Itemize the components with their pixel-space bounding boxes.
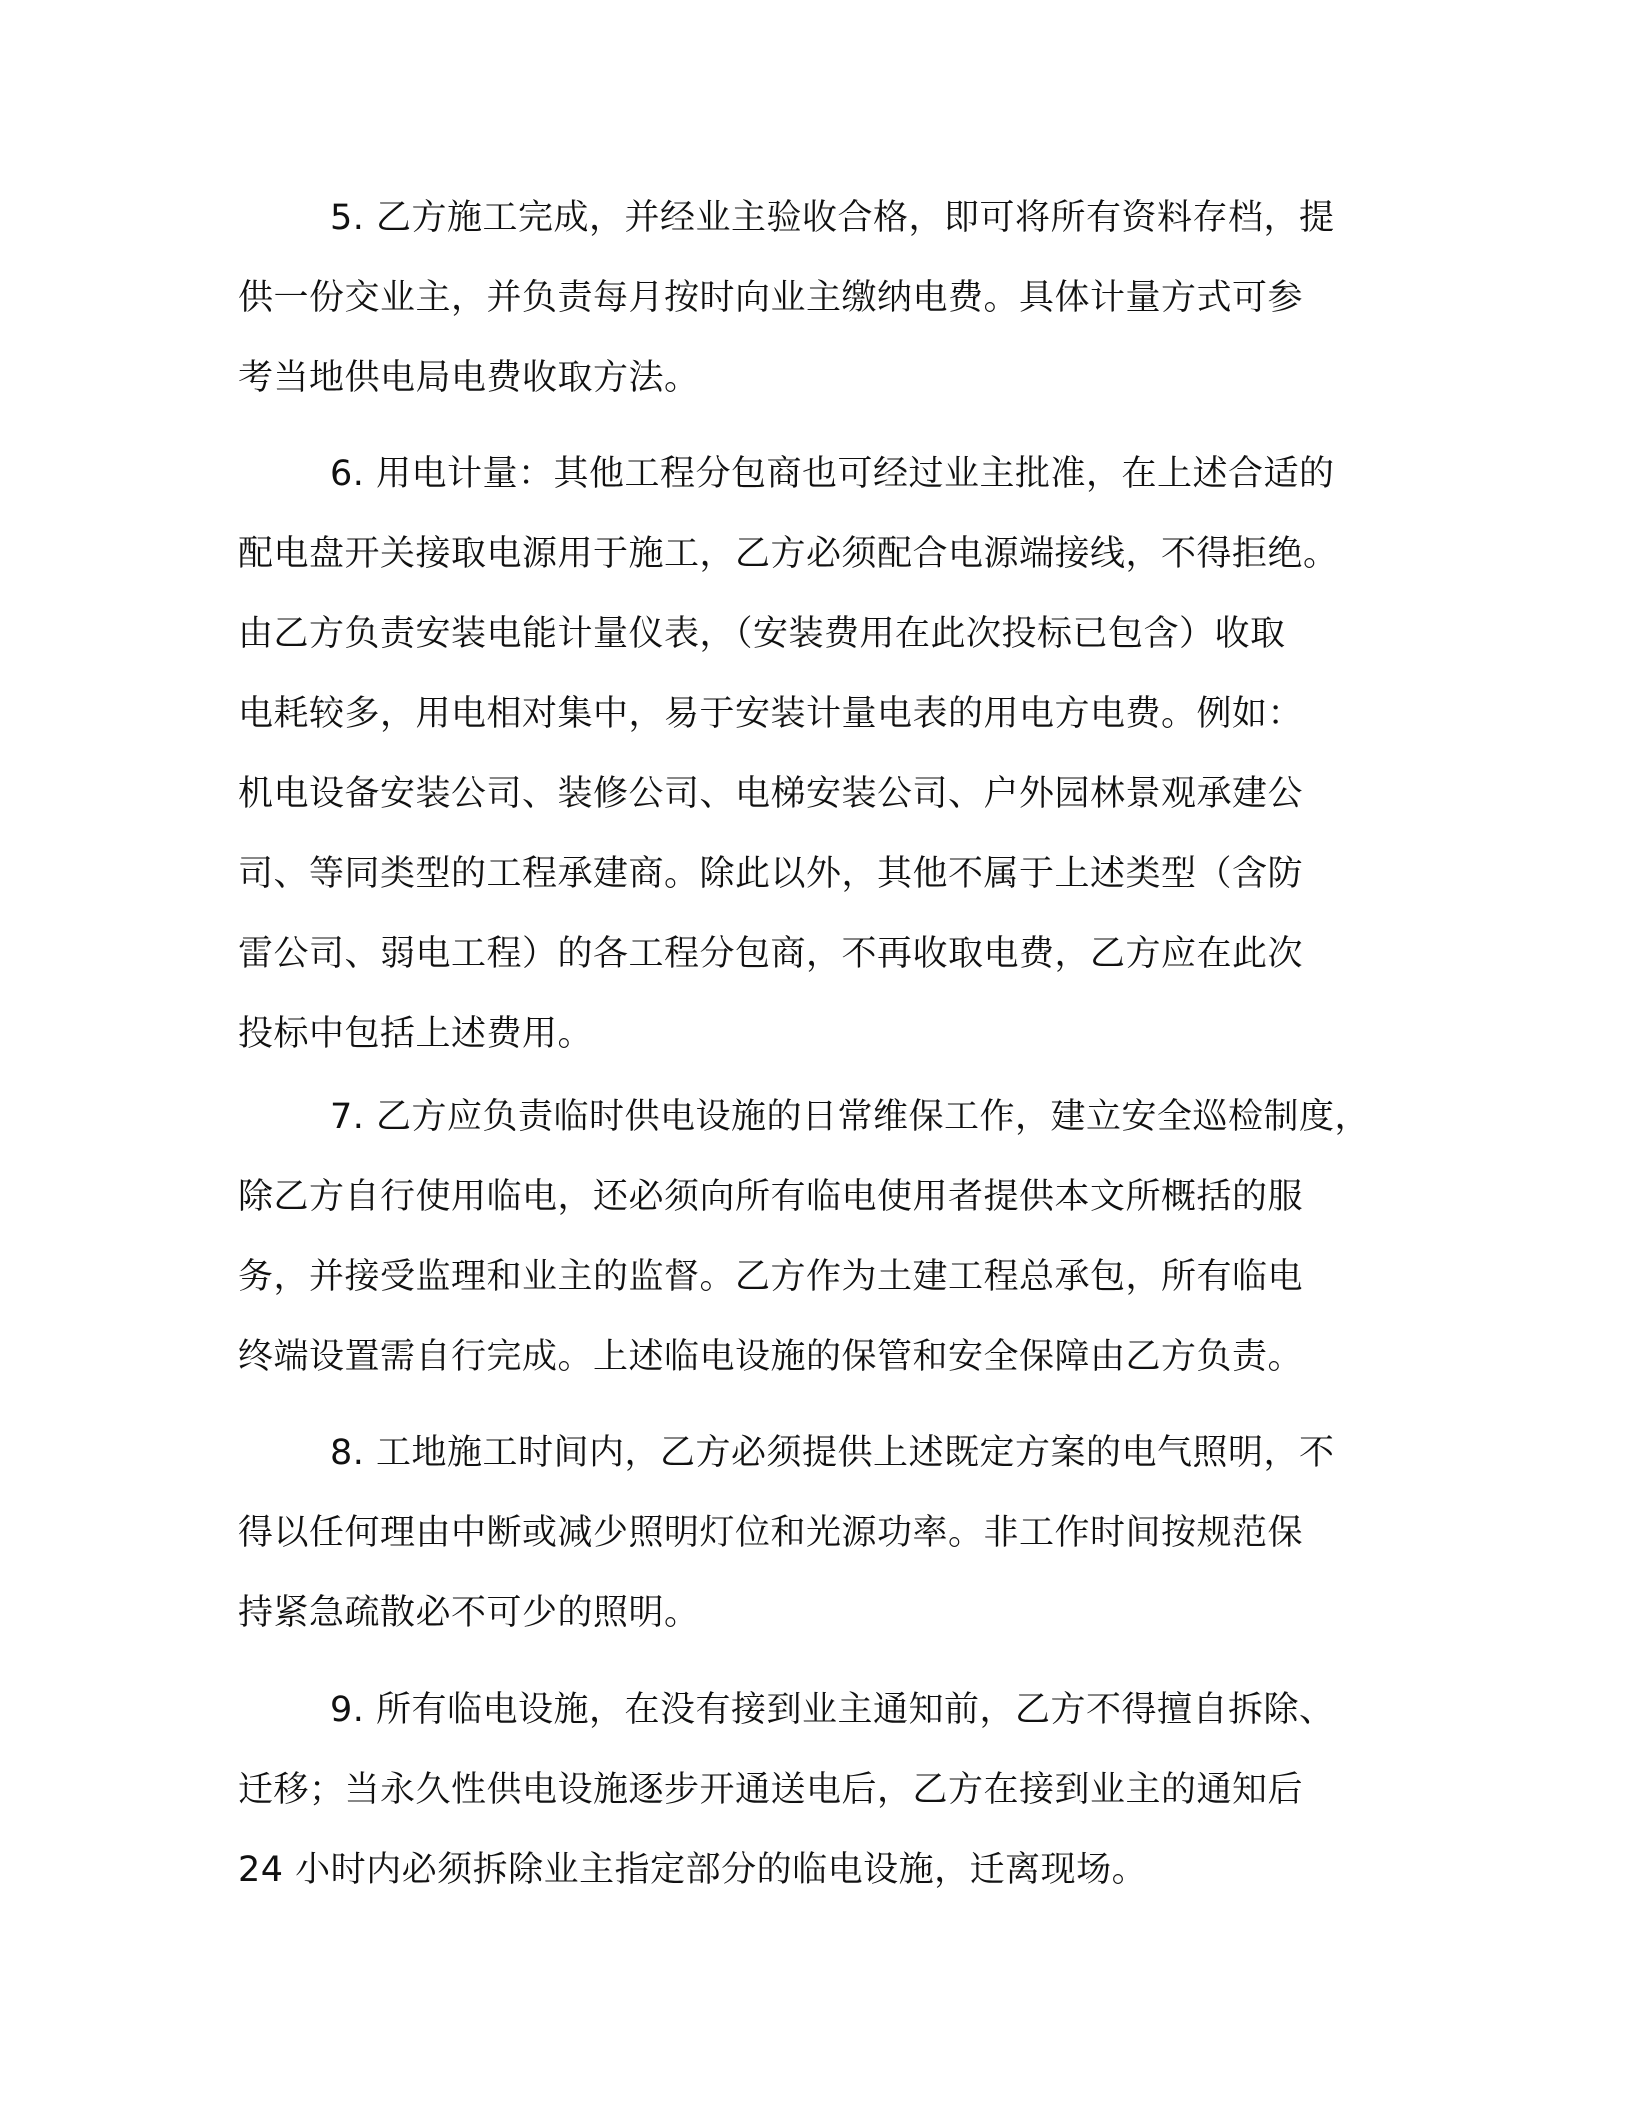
paragraph-6: [238, 434, 1398, 1074]
paragraph-line: 投标中包括上述费用。: [238, 1014, 594, 1054]
paragraph-line: 8. 工地施工时间内，乙方必须提供上述既定方案的电气照明，不: [330, 1433, 1335, 1473]
paragraph-line: 雷公司、弱电工程）的各工程分包商，不再收取电费，乙方应在此次: [238, 934, 1304, 974]
paragraph-line: 司、等同类型的工程承建商。除此以外，其他不属于上述类型（含防: [238, 854, 1304, 894]
paragraph-line: 考当地供电局电费收取方法。: [238, 358, 700, 398]
paragraph-line: 除乙方自行使用临电，还必须向所有临电使用者提供本文所概括的服: [238, 1177, 1304, 1217]
paragraph-line: 由乙方负责安装电能计量仪表，（安装费用在此次投标已包含）收取: [238, 614, 1286, 654]
paragraph-line: 24 小时内必须拆除业主指定部分的临电设施，迁离现场。: [238, 1850, 1148, 1890]
paragraph-line: 得以任何理由中断或减少照明灯位和光源功率。非工作时间按规范保: [238, 1513, 1304, 1553]
paragraph-line: 7. 乙方应负责临时供电设施的日常维保工作，建立安全巡检制度，: [330, 1097, 1371, 1137]
paragraph-line: 电耗较多，用电相对集中，易于安装计量电表的用电方电费。例如：: [238, 694, 1304, 734]
paragraph-line: 终端设置需自行完成。上述临电设施的保管和安全保障由乙方负责。: [238, 1337, 1304, 1377]
paragraph-5: [238, 178, 1398, 418]
paragraph-line: 务，并接受监理和业主的监督。乙方作为土建工程总承包，所有临电: [238, 1257, 1304, 1297]
paragraph-8: [238, 1413, 1398, 1653]
paragraph-line: 9. 所有临电设施，在没有接到业主通知前，乙方不得擅自拆除、: [330, 1690, 1335, 1730]
paragraph-7: [238, 1077, 1398, 1397]
paragraph-line: 持紧急疏散必不可少的照明。: [238, 1593, 700, 1633]
paragraph-line: 供一份交业主，并负责每月按时向业主缴纳电费。具体计量方式可参: [238, 278, 1304, 318]
paragraph-line: 迁移；当永久性供电设施逐步开通送电后，乙方在接到业主的通知后: [238, 1770, 1304, 1810]
paragraph-line: 机电设备安装公司、装修公司、电梯安装公司、户外园林景观承建公: [238, 774, 1304, 814]
paragraph-line: 配电盘开关接取电源用于施工，乙方必须配合电源端接线，不得拒绝。: [238, 534, 1339, 574]
paragraph-line: 6. 用电计量：其他工程分包商也可经过业主批准，在上述合适的: [330, 454, 1335, 494]
paragraph-line: 5. 乙方施工完成，并经业主验收合格，即可将所有资料存档，提: [330, 198, 1335, 238]
paragraph-9: [238, 1670, 1398, 1910]
